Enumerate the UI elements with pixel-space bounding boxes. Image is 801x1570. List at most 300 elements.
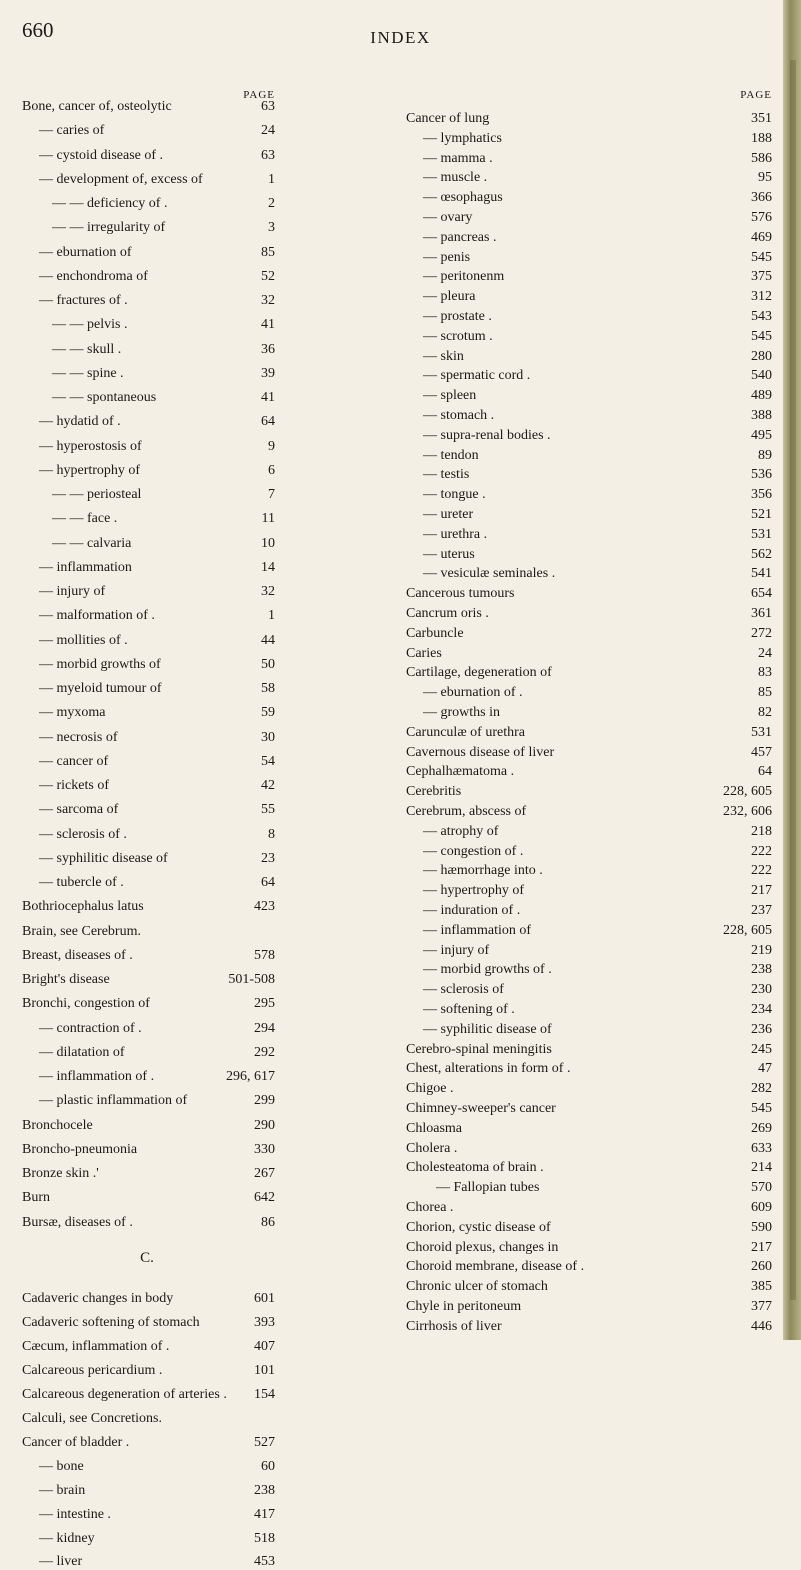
entry-page: 393: [254, 1314, 275, 1330]
entry-page: 3: [268, 220, 275, 236]
index-entry: [22, 1338, 387, 1355]
entry-text: — hæmorrhage into .: [423, 863, 543, 879]
index-entry: [22, 995, 387, 1012]
index-entry: [22, 1362, 387, 1379]
entry-text: — ureter: [423, 507, 474, 522]
index-entry: [406, 150, 772, 167]
entry-text: — stomach .: [423, 408, 495, 423]
index-entry: [406, 387, 772, 404]
index-entry: [22, 1434, 387, 1451]
entry-page: 89: [758, 447, 772, 463]
entry-text: Brain, see Cerebrum.: [22, 923, 141, 939]
index-entry: [22, 316, 387, 333]
entry-text: — enchondroma of: [39, 268, 148, 284]
index-entry: [406, 882, 772, 899]
index-entry: [406, 862, 772, 879]
index-entry: [22, 535, 387, 552]
entry-page: 586: [751, 150, 772, 166]
entry-page: 633: [751, 1140, 772, 1156]
index-entry: [22, 1165, 387, 1182]
entry-text: — — deficiency of .: [52, 196, 168, 211]
entry-text: — plastic inflammation of: [39, 1093, 188, 1109]
entry-text: — tongue .: [423, 487, 486, 503]
entry-text: — skin: [423, 348, 464, 364]
index-entry: [22, 268, 387, 285]
index-entry: [22, 462, 387, 479]
index-entry: [22, 801, 387, 818]
entry-page: 83: [758, 665, 772, 681]
entry-text: — hypertrophy of: [423, 883, 525, 899]
entry-page: 527: [254, 1434, 275, 1450]
entry-text: — injury of: [423, 942, 490, 958]
index-entry: [406, 1001, 772, 1018]
entry-text: — liver: [39, 1554, 83, 1570]
index-entry: [406, 328, 772, 345]
entry-text: Cæcum, inflammation of .: [22, 1338, 170, 1354]
entry-text: — development of, excess of: [39, 171, 203, 187]
entry-page: 366: [751, 190, 772, 206]
entry-text: — contraction of .: [39, 1020, 142, 1036]
entry-page: 39: [261, 365, 275, 381]
entry-text: Chest, alterations in form of .: [406, 1061, 571, 1077]
entry-page: 312: [751, 289, 772, 305]
index-entry: [406, 466, 772, 483]
entry-text: — eburnation of .: [423, 685, 523, 701]
entry-page: 63: [261, 99, 275, 114]
index-entry: [406, 546, 772, 563]
entry-page: 222: [751, 863, 772, 879]
entry-page: 545: [751, 1101, 772, 1116]
entry-text: Cadaveric changes in body: [22, 1291, 174, 1306]
index-entry: [22, 147, 387, 164]
entry-text: — testis: [423, 467, 470, 483]
entry-page: 457: [751, 744, 772, 760]
entry-page: 469: [751, 229, 772, 245]
entry-text: Chorion, cystic disease of: [406, 1219, 551, 1235]
entry-text: Cartilage, degeneration of: [406, 665, 552, 681]
entry-page: 2: [268, 196, 275, 211]
entry-page: 292: [254, 1044, 275, 1060]
entry-page: 222: [751, 843, 772, 859]
index-entry: [22, 1068, 387, 1085]
index-entry: [406, 367, 772, 384]
entry-text: — — spontaneous: [52, 390, 157, 405]
index-entry: [406, 169, 772, 186]
index-entry: [22, 195, 387, 212]
entry-page: 601: [254, 1291, 275, 1306]
entry-text: Bone, cancer of, osteolytic: [22, 99, 172, 114]
index-entry: [406, 724, 772, 741]
entry-page: 1: [268, 171, 275, 187]
index-entry: [22, 777, 387, 794]
entry-text: — pleura: [423, 289, 476, 305]
entry-text: — eburnation of: [39, 244, 132, 260]
index-entry: [406, 427, 772, 444]
entry-page: 85: [758, 685, 772, 701]
index-entry: [406, 1179, 772, 1196]
entry-text: — — periosteal: [52, 487, 142, 502]
entry-page: 377: [751, 1299, 772, 1314]
index-entry: [406, 1278, 772, 1295]
entry-page: 82: [758, 705, 772, 720]
entry-page: 540: [751, 368, 772, 384]
entry-page: 642: [254, 1190, 275, 1206]
entry-text: — hypertrophy of: [39, 462, 141, 478]
entry-text: — — spine .: [52, 365, 124, 381]
running-head: INDEX: [370, 28, 431, 47]
entry-text: — cystoid disease of .: [39, 147, 164, 163]
entry-page: 32: [261, 584, 275, 599]
entry-page: 570: [751, 1180, 772, 1196]
entry-text: — spleen: [423, 388, 477, 404]
entry-page: 295: [254, 996, 275, 1012]
index-entry: [406, 704, 772, 721]
index-entry: [22, 583, 387, 600]
index-entry: [22, 1314, 387, 1331]
entry-page: 228, 605: [723, 922, 772, 938]
index-entry: [22, 826, 387, 843]
entry-page: 8: [268, 826, 275, 842]
entry-page: 217: [751, 883, 772, 899]
index-entry: [22, 1458, 387, 1475]
page-column-label: PAGE: [243, 89, 275, 101]
entry-text: Chorea .: [406, 1200, 454, 1215]
entry-text: Burn: [22, 1190, 50, 1206]
index-entry: [22, 365, 387, 382]
entry-text: — fractures of .: [39, 293, 128, 308]
index-entry: [22, 1092, 387, 1109]
entry-text: — syphilitic disease of: [423, 1021, 552, 1037]
entry-page: 234: [751, 1002, 772, 1017]
entry-page: 50: [261, 656, 275, 672]
entry-page: 64: [758, 764, 772, 780]
entry-page: 541: [751, 566, 772, 582]
entry-page: 501-508: [228, 972, 275, 987]
index-entry: [22, 729, 387, 746]
index-entry: [22, 1410, 387, 1427]
index-entry: [406, 902, 772, 919]
index-entry: [22, 947, 387, 964]
entry-text: — scrotum .: [423, 328, 493, 344]
index-entry: [406, 645, 772, 662]
index-entry: [406, 308, 772, 325]
index-entry: [406, 783, 772, 800]
entry-page: 388: [751, 408, 772, 423]
index-entry: [22, 341, 387, 358]
index-entry: [406, 447, 772, 464]
entry-page: 228, 605: [723, 784, 772, 800]
entry-page: 521: [751, 507, 772, 522]
entry-page: 47: [758, 1061, 772, 1077]
entry-text: — morbid growths of .: [423, 962, 552, 978]
entry-page: 6: [268, 462, 275, 478]
entry-text: — ovary: [423, 210, 473, 225]
entry-page: 230: [751, 982, 772, 998]
entry-text: Cancerous tumours: [406, 586, 515, 602]
entry-page: 24: [758, 645, 772, 661]
entry-page: 361: [751, 606, 772, 621]
entry-text: — muscle .: [423, 170, 488, 186]
entry-text: — lymphatics: [423, 130, 502, 146]
index-entry: [406, 348, 772, 365]
entry-text: — — skull .: [52, 341, 122, 357]
entry-text: Caries: [406, 645, 442, 661]
index-entry: [406, 981, 772, 998]
index-entry: [22, 923, 387, 940]
index-entry: [22, 1189, 387, 1206]
index-entry: [406, 1140, 772, 1157]
entry-text: Calculi, see Concretions.: [22, 1410, 162, 1426]
index-entry: [406, 506, 772, 523]
index-entry: [406, 526, 772, 543]
entry-page: 330: [254, 1141, 275, 1157]
entry-text: — spermatic cord .: [423, 368, 531, 384]
entry-page: 531: [751, 526, 772, 542]
index-entry: [406, 288, 772, 305]
entry-text: Cancrum oris .: [406, 606, 489, 621]
index-entry: [22, 1020, 387, 1037]
entry-text: — kidney: [39, 1530, 95, 1546]
entry-text: — atrophy of: [423, 823, 499, 839]
entry-text: — brain: [39, 1482, 86, 1498]
entry-page: 290: [254, 1117, 275, 1133]
entry-page: 489: [751, 388, 772, 404]
index-entry: [22, 656, 387, 673]
entry-text: — injury of: [39, 584, 106, 599]
entry-text: Calcareous pericardium .: [22, 1362, 163, 1378]
index-entry: [406, 763, 772, 780]
entry-page: 299: [254, 1093, 275, 1109]
entry-page: 351: [751, 111, 772, 126]
index-entry: [406, 1239, 772, 1256]
index-entry: [406, 1199, 772, 1216]
entry-page: 518: [254, 1530, 275, 1546]
index-entry: [22, 1141, 387, 1158]
entry-text: Cerebrum, abscess of: [406, 804, 527, 819]
entry-page: 59: [261, 705, 275, 721]
entry-text: — syphilitic disease of: [39, 850, 168, 866]
entry-text: Carunculæ of urethra: [406, 724, 525, 740]
entry-page: 42: [261, 778, 275, 793]
entry-text: — mamma .: [423, 150, 493, 166]
entry-text: Calcareous degeneration of arteries .: [22, 1386, 227, 1402]
index-entry: [22, 1214, 387, 1231]
index-entry: [406, 229, 772, 246]
index-entry: [406, 130, 772, 147]
index-entry: [22, 98, 387, 115]
entry-page: 85: [261, 244, 275, 260]
entry-text: — caries of: [39, 123, 105, 139]
page-column-label: PAGE: [740, 89, 772, 101]
index-entry: [406, 1258, 772, 1275]
index-entry: [22, 874, 387, 891]
entry-text: Breast, diseases of .: [22, 947, 133, 963]
index-entry: [22, 510, 387, 527]
index-entry: [406, 922, 772, 939]
entry-page: 41: [261, 317, 275, 333]
entry-page: 272: [751, 625, 772, 641]
index-entry: [22, 680, 387, 697]
index-entry: [406, 605, 772, 622]
index-entry: [22, 753, 387, 770]
index-entry: [406, 110, 772, 127]
entry-page: 64: [261, 414, 275, 430]
entry-text: Bursæ, diseases of .: [22, 1214, 133, 1230]
entry-page: 7: [268, 487, 275, 502]
entry-page: 64: [261, 875, 275, 890]
entry-text: — sclerosis of: [423, 982, 504, 998]
entry-text: Bronze skin .': [22, 1166, 99, 1181]
entry-page: 24: [261, 123, 275, 139]
entry-text: — inflammation: [39, 559, 132, 575]
index-entry: [22, 413, 387, 430]
index-entry: [406, 486, 772, 503]
entry-text: — — calvaria: [52, 535, 132, 551]
entry-text: Cancer of bladder .: [22, 1434, 130, 1450]
entry-text: — hydatid of .: [39, 414, 121, 430]
entry-page: 453: [254, 1554, 275, 1570]
index-entry: [406, 1021, 772, 1038]
entry-text: — mollities of .: [39, 632, 128, 648]
entry-page: 375: [751, 269, 772, 285]
entry-text: Cholesteatoma of brain .: [406, 1160, 544, 1176]
entry-page: 10: [261, 535, 275, 551]
index-entry: [406, 1298, 772, 1315]
entry-text: — growths in: [423, 705, 500, 720]
entry-page: 217: [751, 1239, 772, 1255]
entry-text: — — pelvis .: [52, 317, 128, 333]
entry-text: Cephalhæmatoma .: [406, 764, 515, 780]
entry-text: — hyperostosis of: [39, 438, 142, 454]
entry-text: — inflammation of: [423, 922, 532, 938]
entry-page: 236: [751, 1021, 772, 1037]
entry-text: Cholera .: [406, 1140, 458, 1156]
index-entry: [406, 1080, 772, 1097]
index-entry: [22, 171, 387, 188]
entry-page: 86: [261, 1214, 275, 1230]
entry-text: Chimney-sweeper's cancer: [406, 1101, 556, 1116]
entry-page: 562: [751, 546, 772, 562]
index-entry: [406, 803, 772, 820]
index-entry: [406, 585, 772, 602]
entry-page: 417: [254, 1506, 275, 1522]
index-entry: [406, 843, 772, 860]
entry-page: 356: [751, 487, 772, 503]
entry-text: Cirrhosis of liver: [406, 1318, 502, 1334]
index-entry: [406, 249, 772, 266]
entry-page: 495: [751, 427, 772, 443]
entry-text: Bright's disease: [22, 972, 110, 987]
entry-text: — pancreas .: [423, 229, 497, 245]
entry-page: 536: [751, 467, 772, 483]
entry-text: — softening of .: [423, 1002, 515, 1017]
entry-page: 260: [751, 1259, 772, 1275]
index-entry: [22, 607, 387, 624]
index-entry: [406, 189, 772, 206]
entry-text: — myeloid tumour of: [39, 681, 162, 696]
entry-text: Cerebro-spinal meningitis: [406, 1041, 552, 1057]
entry-text: Chloasma: [406, 1120, 462, 1136]
entry-page: 238: [751, 962, 772, 978]
entry-text: — sarcoma of: [39, 802, 119, 818]
entry-page: 232, 606: [723, 804, 772, 819]
index-entry: [406, 1100, 772, 1117]
index-entry: [406, 268, 772, 285]
entry-page: 385: [751, 1279, 772, 1295]
entry-page: 654: [751, 586, 772, 602]
index-entry: [22, 389, 387, 406]
entry-text: — urethra .: [423, 526, 488, 542]
entry-text: — bone: [39, 1458, 84, 1474]
page-edge: [783, 0, 801, 1340]
entry-page: 52: [261, 268, 275, 284]
index-entry: [22, 244, 387, 261]
index-entry: [406, 209, 772, 226]
entry-text: — inflammation of .: [39, 1069, 155, 1084]
entry-page: 576: [751, 210, 772, 225]
index-entry: [406, 1060, 772, 1077]
index-entry: [22, 971, 387, 988]
entry-text: — vesiculæ seminales .: [423, 566, 556, 582]
index-entry: [406, 823, 772, 840]
index-entry: [406, 961, 772, 978]
entry-page: 446: [751, 1318, 772, 1334]
index-entry: [406, 565, 772, 582]
entry-page: 41: [261, 390, 275, 405]
entry-page: 44: [261, 632, 275, 648]
entry-page: 154: [254, 1386, 275, 1402]
index-entry: [22, 1530, 387, 1547]
index-entry: [22, 1117, 387, 1134]
index-entry: [406, 664, 772, 681]
index-entry: [406, 1120, 772, 1137]
index-entry: [22, 438, 387, 455]
entry-page: 545: [751, 328, 772, 344]
entry-page: 9: [268, 438, 275, 454]
index-entry: [406, 407, 772, 424]
entry-text: — rickets of: [39, 778, 109, 793]
entry-text: — œsophagus: [423, 190, 503, 206]
entry-page: 296, 617: [226, 1069, 275, 1084]
section-heading: C.: [140, 1249, 154, 1266]
entry-text: — Fallopian tubes: [436, 1180, 540, 1196]
entry-page: 30: [261, 729, 275, 745]
entry-text: Cancer of lung: [406, 111, 490, 126]
entry-text: Carbuncle: [406, 625, 464, 641]
entry-page: 58: [261, 681, 275, 696]
entry-text: — prostate .: [423, 309, 492, 324]
index-entry: [406, 744, 772, 761]
entry-page: 545: [751, 249, 772, 265]
entry-page: 423: [254, 899, 275, 915]
index-entry: [22, 219, 387, 236]
entry-text: — congestion of .: [423, 843, 524, 859]
index-entry: [22, 1386, 387, 1403]
entry-text: — — irregularity of: [52, 220, 166, 236]
index-entry: [22, 704, 387, 721]
entry-page: 101: [254, 1362, 275, 1378]
entry-text: Bronchocele: [22, 1117, 93, 1133]
entry-page: 267: [254, 1166, 275, 1181]
entry-text: Chronic ulcer of stomach: [406, 1279, 548, 1295]
entry-page: 1: [268, 608, 275, 624]
entry-text: Cerebritis: [406, 784, 462, 800]
index-entry: [22, 122, 387, 139]
index-entry: [406, 625, 772, 642]
entry-text: — supra-renal bodies .: [423, 427, 551, 443]
entry-page: 23: [261, 850, 275, 866]
entry-page: 11: [261, 511, 275, 527]
